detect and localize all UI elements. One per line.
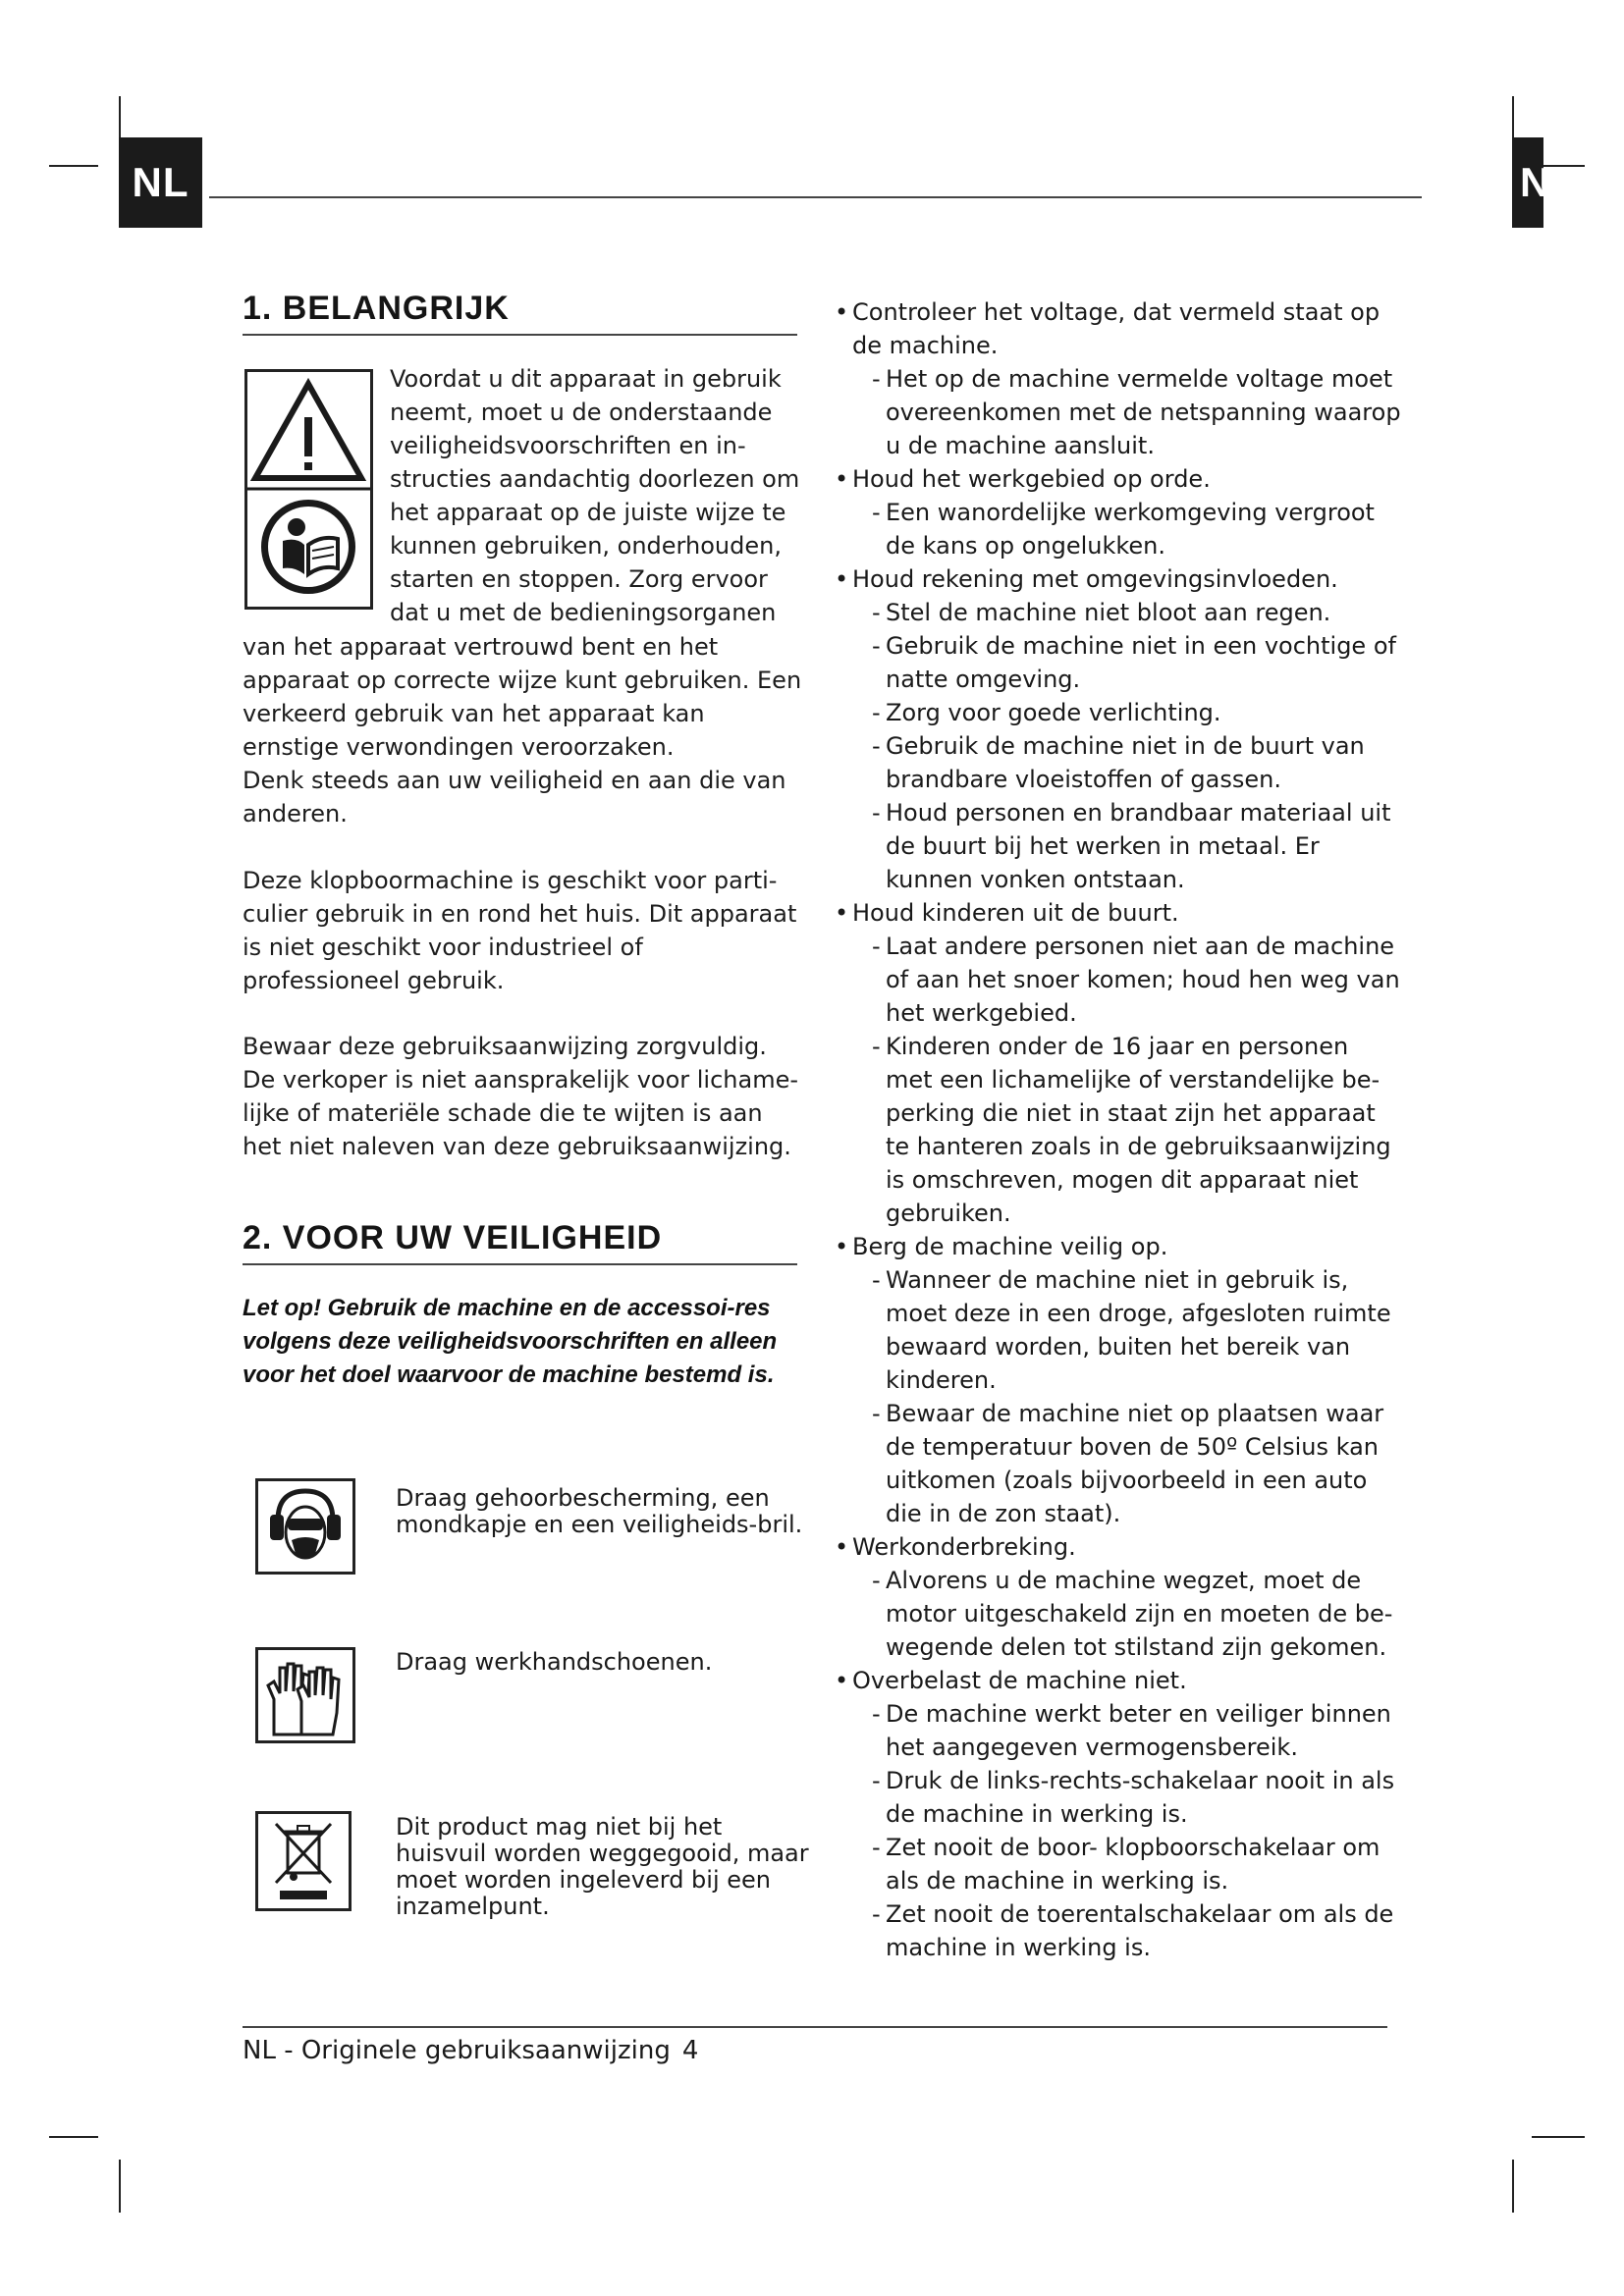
usage-text: Deze klopboormachine is geschikt voor parti-culier gebruik in en rond het huis. Dit apparaat is niet geschikt voor industrieel of professioneel gebruik. [243,867,797,994]
gloves-text: Draag werkhandschoenen. [396,1648,713,1676]
usage-paragraph [243,864,802,997]
read-manual-icon [261,500,355,594]
list-subitem: - Het op de machine vermelde voltage moet overeenkomen met de netspanning waarop u de machine aansluit. [833,362,1402,462]
storage-paragraph [243,1030,802,1163]
list-item: • Houd kinderen uit de buurt. [833,896,1402,930]
disposal-icon-box [255,1811,352,1911]
list-subitem: - Alvorens u de machine wegzet, moet de motor uitgeschakeld zijn en moeten de be-wegende delen tot stilstand zijn gekomen. [833,1564,1402,1664]
list-item: • Berg de machine veilig op. [833,1230,1402,1263]
safety-list [833,295,1402,1964]
footer-label: NL - Originele gebruiksaanwijzing [243,2036,671,2065]
intro-continued-text: van het apparaat vertrouwd bent en het apparaat op correcte wijze kunt gebruiken. Een verkeerd gebruik van het apparaat kan ernstige verwondingen veroorzaken. [243,633,802,761]
list-item: • Overbelast de machine niet. [833,1664,1402,1697]
intro-paragraph: Voordat u dit apparaat in gebruik neemt, moet u de onderstaande veiligheidsvoorschriften en in-structies aandachtig doorlezen om het apparaat op de juiste wijze te kunnen gebruiken, onderhouden, starten en stoppen. Zorg ervoor dat u met de bedieningsorganen [390,365,800,626]
storage-text: Bewaar deze gebruiksaanwijzing zorgvuldig. [243,1033,767,1060]
page-number: 4 [681,2036,699,2065]
liability-text: De verkoper is niet aansprakelijk voor lichame-lijke of materiële schade die te wijten is aan het niet naleven van deze gebruiksaanwijzing. [243,1066,799,1160]
section-2-rule [243,1263,797,1265]
footer-rule [243,2026,1387,2028]
list-subitem: - Stel de machine niet bloot aan regen. [833,596,1402,629]
list-subitem: - Gebruik de machine niet in een vochtige of natte omgeving. [833,629,1402,696]
list-subitem: - Kinderen onder de 16 jaar en personen met een lichamelijke of verstandelijke be-perking die niet in staat zijn het apparaat te hanteren zoals in de gebruiksaanwijzing is omschreven, mogen dit apparaat niet gebruiken. [833,1030,1402,1230]
list-subitem: - Gebruik de machine niet in de buurt van brandbare vloeistoffen of gassen. [833,729,1402,796]
warning-triangle-icon [255,384,361,478]
list-item: • Houd rekening met omgevingsinvloeden. [833,562,1402,596]
crossed-bin-icon [276,1824,331,1899]
section-1-title: 1. BELANGRIJK [243,290,510,327]
list-item: • Werkonderbreking. [833,1530,1402,1564]
crop-mark [49,2136,98,2138]
ear-eye-mask-protection-icon [270,1491,341,1558]
list-subitem: - Zorg voor goede verlichting. [833,696,1402,729]
crop-mark [49,165,98,167]
list-subitem: - Bewaar de machine niet op plaatsen waar de temperatuur boven de 50º Celsius kan uitkomen (zoals bijvoorbeeld in een auto die in de zon staat). [833,1397,1402,1530]
list-subitem: - Zet nooit de toerentalschakelaar om als de machine in werking is. [833,1897,1402,1964]
intro-icon-panel [244,369,373,610]
ppe-icon [255,1478,355,1575]
list-subitem: - Wanneer de machine niet in gebruik is, moet deze in een droge, afgesloten ruimte bewaard worden, buiten het bereik van kinderen. [833,1263,1402,1397]
ppe-text: Draag gehoorbescherming, een mondkapje en een veiligheids-bril. [396,1484,803,1538]
list-subitem: - Houd personen en brandbaar materiaal uit de buurt bij het werken in metaal. Er kunnen vonken ontstaan. [833,796,1402,896]
language-badge: NL [119,137,202,228]
crop-mark [1512,2160,1514,2213]
gloves-icon-box [255,1647,355,1743]
warning-paragraph: Let op! Gebruik de machine en de accessoi-res volgens deze veiligheidsvoorschriften en alleen voor het doel waarvoor de machine bestemd is. [243,1295,778,1388]
next-page-language-badge: N [1512,137,1543,228]
list-subitem: - Een wanordelijke werkomgeving vergroot de kans op ongelukken. [833,496,1402,562]
disposal-text: Dit product mag niet bij het huisvuil worden weggegooid, maar moet worden ingeleverd bij een inzamelpunt. [396,1813,809,1920]
intro-paragraph-continued [243,630,802,830]
section-2-title: 2. VOOR UW VEILIGHEID [243,1219,663,1256]
list-subitem: - Zet nooit de boor- klopboorschakelaar om als de machine in werking is. [833,1831,1402,1897]
crop-mark [1532,2136,1585,2138]
section-1-rule [243,334,797,336]
intro-safety-text: Denk steeds aan uw veiligheid en aan die van anderen. [243,767,786,828]
page-footer [243,2034,710,2067]
list-subitem: - Laat andere personen niet aan de machine of aan het snoer komen; houd hen weg van het werkgebied. [833,930,1402,1030]
list-subitem: - De machine werkt beter en veiliger binnen het aangegeven vermogensbereik. [833,1697,1402,1764]
list-item: • Houd het werkgebied op orde. [833,462,1402,496]
list-subitem: - Druk de links-rechts-schakelaar nooit in als de machine in werking is. [833,1764,1402,1831]
list-item: • Controleer het voltage, dat vermeld staat op de machine. [833,295,1402,362]
header-rule [209,196,1422,198]
crop-mark [119,2160,121,2213]
work-gloves-icon [268,1664,339,1735]
